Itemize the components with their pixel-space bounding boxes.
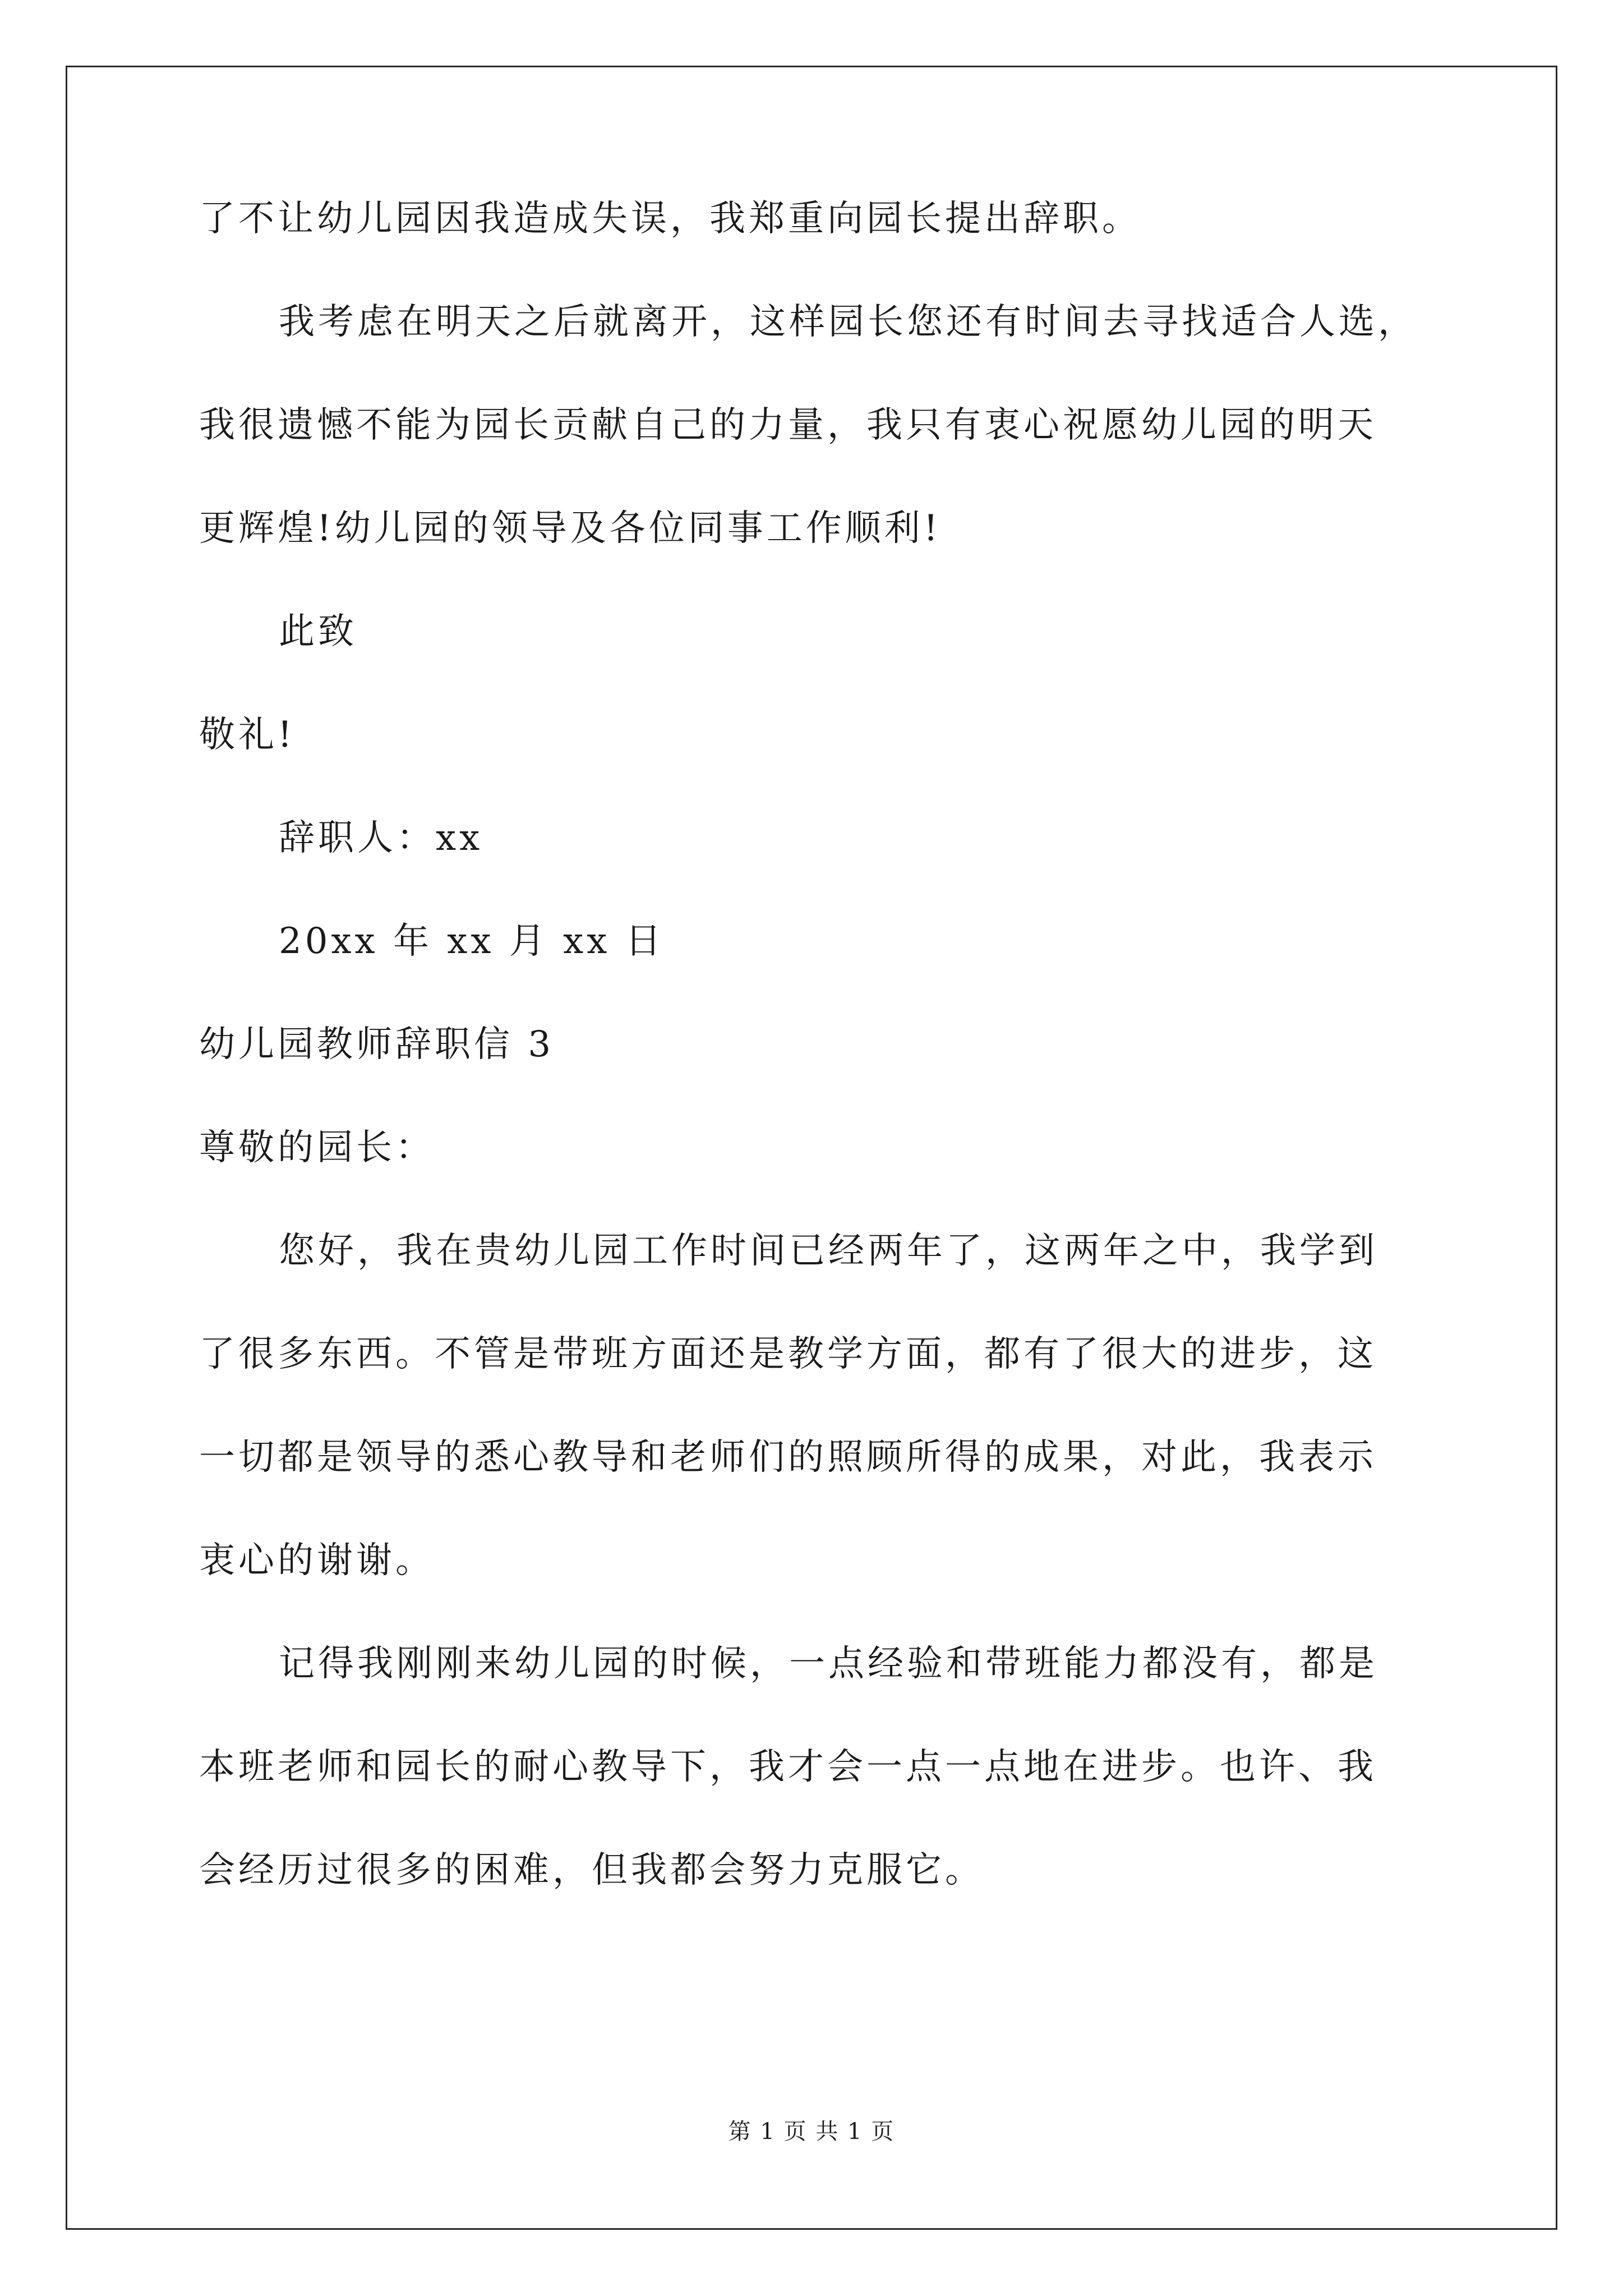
salutation: 尊敬的园长： bbox=[199, 1127, 435, 1168]
text-line: 我很遗憾不能为园长贡献自己的力量，我只有衷心祝愿幼儿园的明天 bbox=[199, 404, 1377, 446]
text-line: 一切都是领导的悉心教导和老师们的照顾所得的成果，对此，我表示 bbox=[199, 1437, 1377, 1478]
text-line: 更辉煌!幼儿园的领导及各位同事工作顺利! bbox=[199, 508, 942, 549]
text-line: 我考虑在明天之后就离开，这样园长您还有时间去寻找适合人选， bbox=[279, 301, 1417, 343]
text-line: 记得我刚刚来幼儿园的时候，一点经验和带班能力都没有，都是 bbox=[279, 1643, 1378, 1685]
section-heading: 幼儿园教师辞职信 3 bbox=[199, 1024, 555, 1065]
text-line: 您好，我在贵幼儿园工作时间已经两年了，这两年之中，我学到 bbox=[279, 1230, 1378, 1272]
text-line: 衷心的谢谢。 bbox=[199, 1540, 435, 1581]
page-footer: 第 1 页 共 1 页 bbox=[728, 2119, 895, 2145]
text-line: 敬礼! bbox=[199, 714, 296, 756]
text-line: 会经历过很多的困难，但我都会努力克服它。 bbox=[199, 1849, 984, 1891]
text-line: 此致 bbox=[279, 611, 357, 652]
text-line: 辞职人：xx bbox=[279, 817, 483, 859]
text-line: 20xx 年 xx 月 xx 日 bbox=[279, 921, 665, 962]
text-line: 了不让幼儿园因我造成失误，我郑重向园长提出辞职。 bbox=[199, 198, 1141, 240]
text-line: 了很多东西。不管是带班方面还是教学方面，都有了很大的进步，这 bbox=[199, 1333, 1377, 1375]
text-line: 本班老师和园长的耐心教导下，我才会一点一点地在进步。也许、我 bbox=[199, 1746, 1377, 1788]
